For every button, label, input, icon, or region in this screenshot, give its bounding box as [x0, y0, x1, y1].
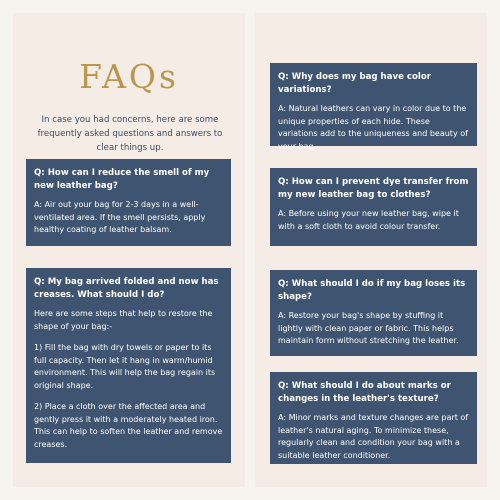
faq-answer	[34, 199, 223, 237]
faq-answer	[278, 310, 469, 348]
faq-card-marks-texture	[270, 372, 477, 464]
faq-question: Q: How can I prevent dye transfer from my new leather bag to clothes?	[278, 177, 469, 200]
faq-answer-line: Here are some steps that help to restore the shape of your bag:-	[34, 309, 213, 331]
faq-answer	[278, 208, 469, 233]
faq-answer-line: A: Before using your new leather bag, wipe it with a soft cloth to avoid colour transfer.	[278, 209, 459, 231]
intro-text: In case you had concerns, here are some frequently asked questions and answers to clear things up.	[37, 115, 223, 153]
faq-answer-line: 2) Place a cloth over the affected area and gently press it with a moderately heated iron. This can help to soften the leather and remove creases.	[34, 402, 223, 449]
faq-question: Q: How can I reduce the smell of my new leather bag?	[34, 168, 210, 191]
faq-answer-line: A: Minor marks and texture changes are part of leather's natural aging. To minimize these, regularly clean and condition your bag with a suitable leather conditioner.	[278, 413, 469, 460]
faq-question: Q: What should I do about marks or changes in the leather's texture?	[278, 381, 451, 404]
faq-answer-line: A: Restore your bag's shape by stuffing it lightly with clean paper or fabric. This helps maintain form without stretching the leather.	[278, 311, 459, 345]
faq-card-dye-transfer	[270, 168, 477, 246]
faq-answer	[34, 308, 223, 451]
faq-answer-line: 1) Fill the bag with dry towels or paper to its full capacity. Then let it hang in warm/humid environment. This will help the bag regain its original shape.	[34, 343, 216, 390]
faq-card-creases	[26, 268, 231, 463]
faq-question: Q: My bag arrived folded and now has creases. What should I do?	[34, 277, 219, 300]
faq-card-smell	[26, 159, 231, 246]
faq-answer-line: A: Air out your bag for 2-3 days in a well-ventilated area. If the smell persists, apply healthy coating of leather balsam.	[34, 200, 206, 234]
faq-answer	[278, 103, 469, 153]
page-title: FAQs	[79, 57, 179, 96]
faq-card-loses-shape	[270, 270, 477, 356]
faq-question: Q: Why does my bag have color variations?	[278, 72, 431, 95]
faq-answer	[278, 412, 469, 462]
faq-question: Q: What should I do if my bag loses its shape?	[278, 279, 466, 302]
faq-answer-line: A: Natural leathers can vary in color due to the unique properties of each hide. These variations add to the uniqueness and beauty of your bag.	[278, 104, 468, 151]
faq-card-color-variations	[270, 63, 477, 151]
